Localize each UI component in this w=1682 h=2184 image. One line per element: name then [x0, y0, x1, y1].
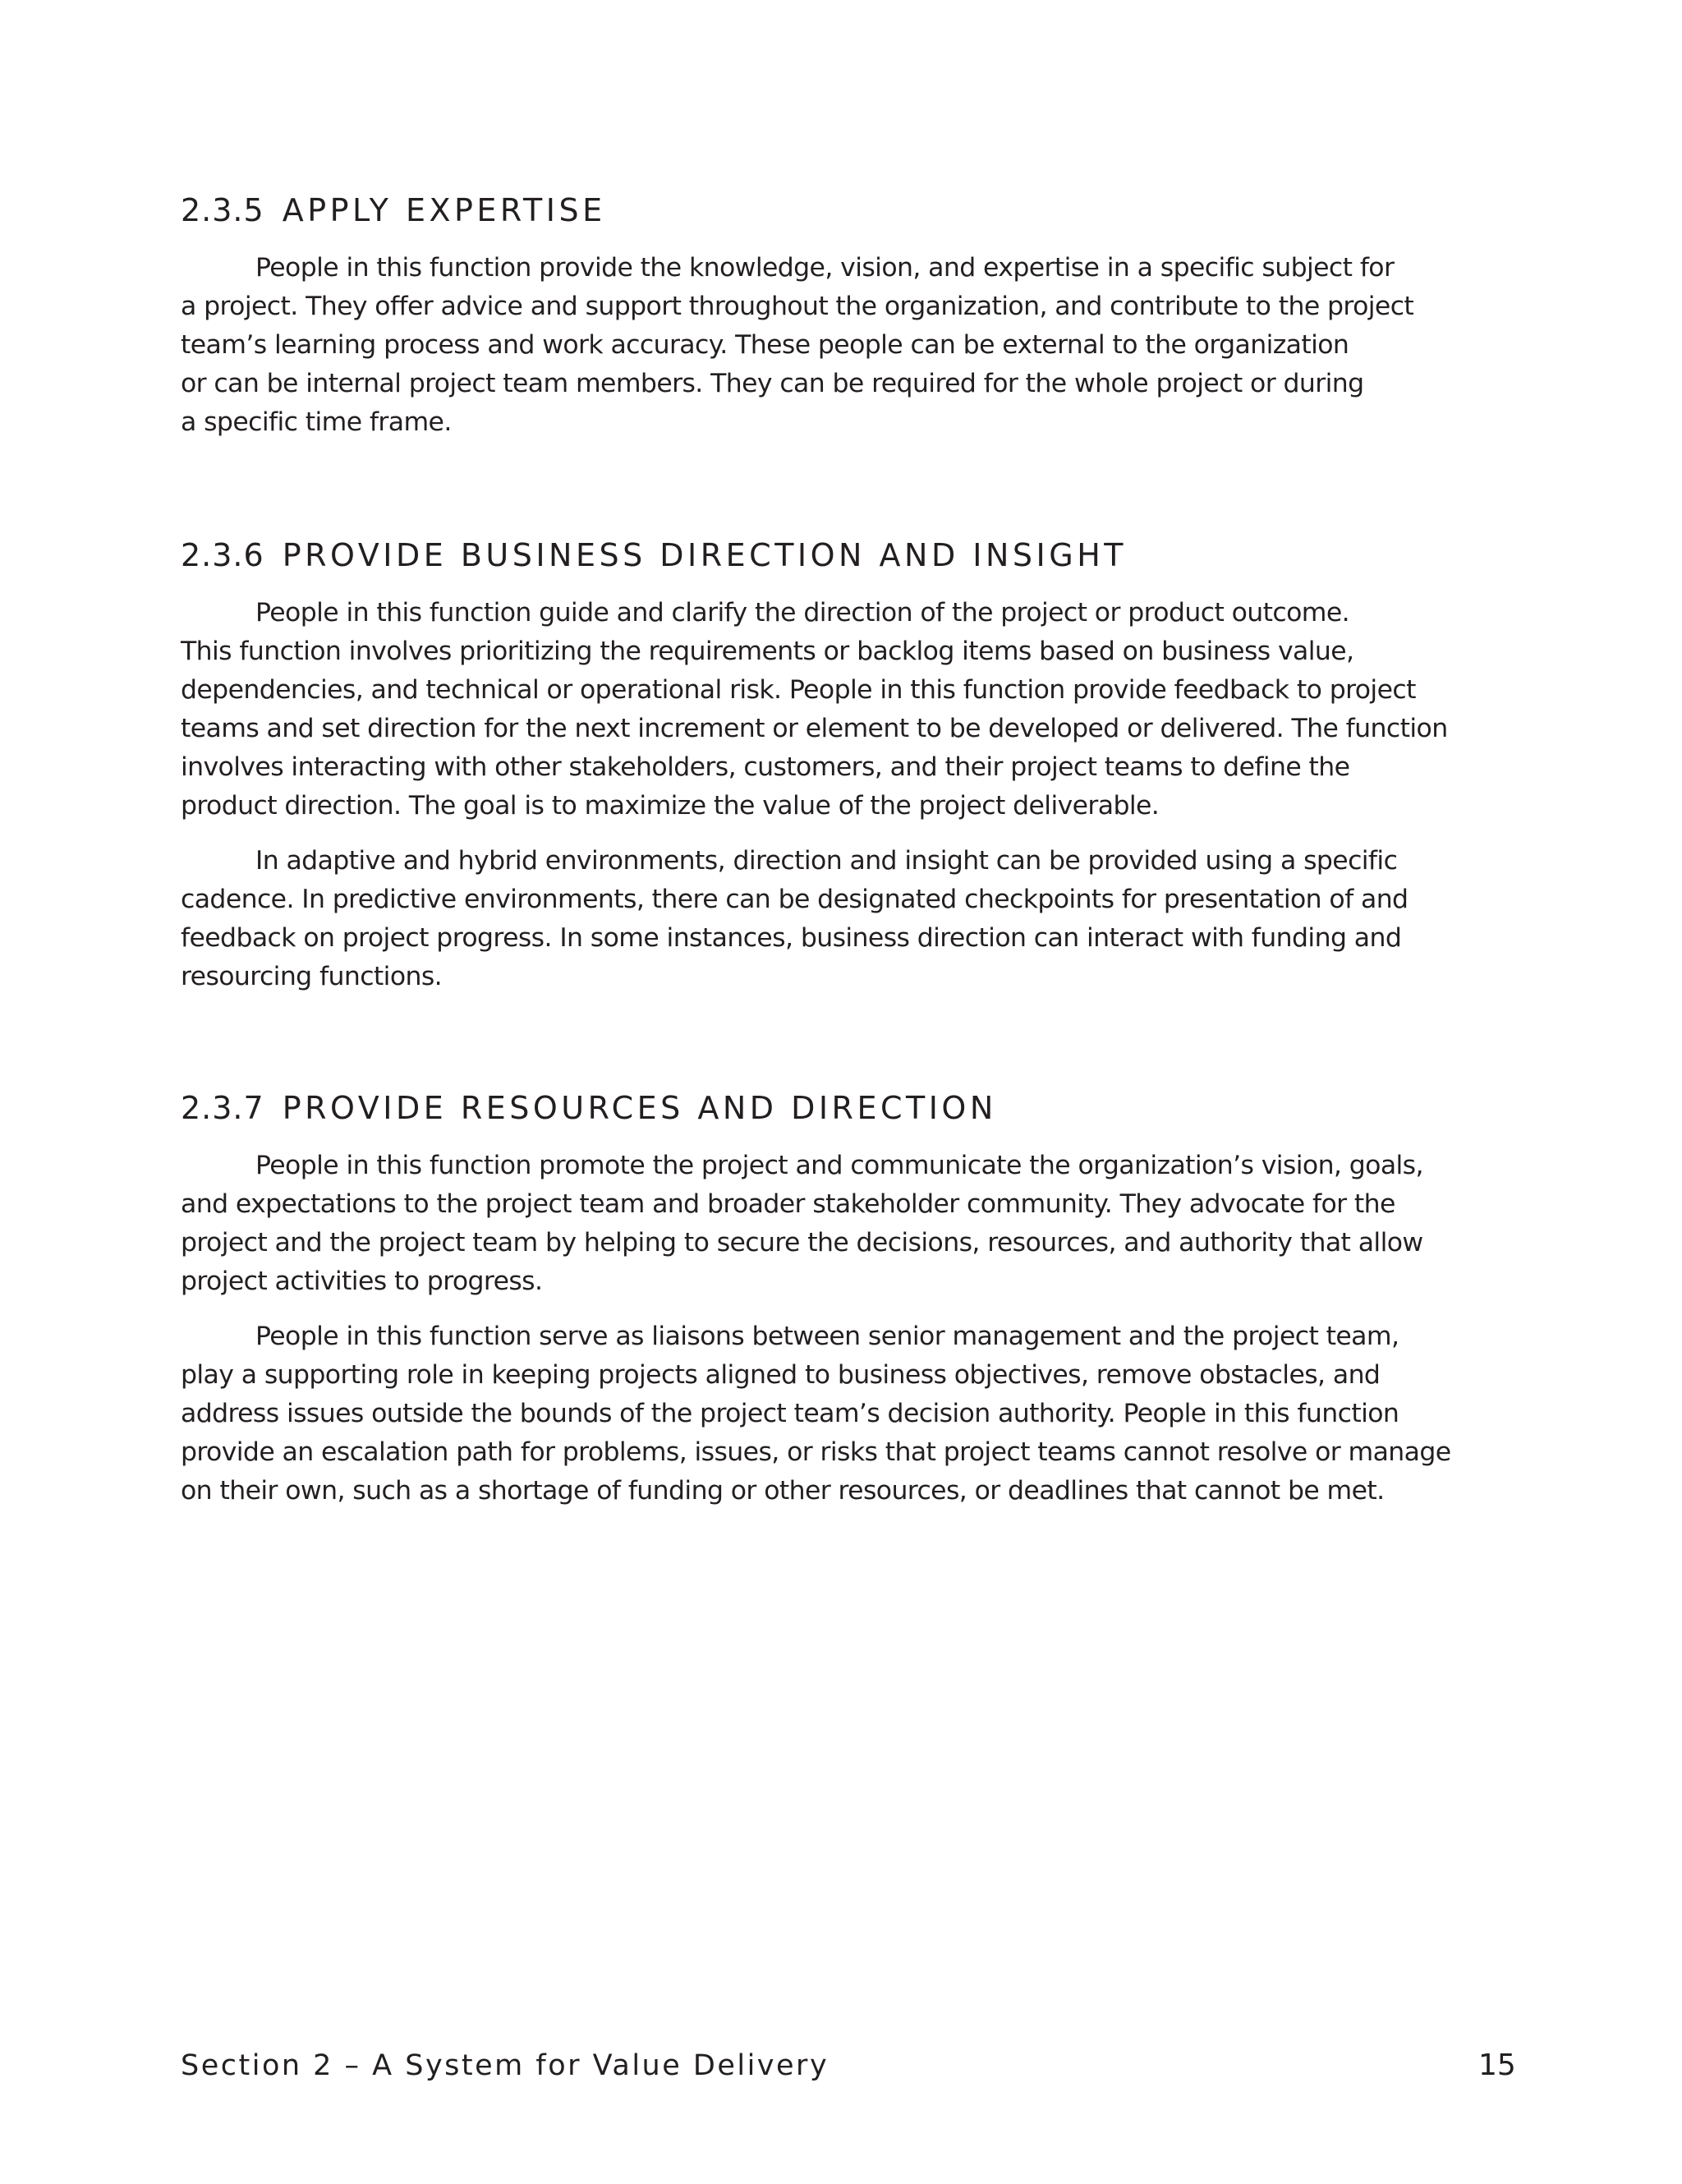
paragraph-line: teams and set direction for the next increment or element to be developed or delivered. The function: [181, 714, 1448, 743]
paragraph-line: or can be internal project team members. They can be required for the whole project or during: [181, 369, 1364, 398]
paragraph-line: feedback on project progress. In some instances, business direction can interact with funding and: [181, 923, 1402, 953]
section-heading: [181, 536, 1503, 574]
section-title: APPLY EXPERTISE: [282, 192, 606, 228]
paragraph-line: a project. They offer advice and support throughout the organization, and contribute to the project: [181, 292, 1414, 321]
section-number: 2.3.7: [181, 1090, 264, 1126]
paragraph-line: team’s learning process and work accuracy. These people can be external to the organization: [181, 330, 1349, 360]
paragraph-line: involves interacting with other stakeholders, customers, and their project teams to define the: [181, 752, 1350, 782]
section-2-3-5: [181, 191, 1503, 442]
paragraph: [181, 594, 1503, 825]
paragraph-line: cadence. In predictive environments, there can be designated checkpoints for presentation of and: [181, 885, 1409, 914]
section-heading: [181, 1089, 1503, 1127]
paragraph-line: resourcing functions.: [181, 962, 443, 991]
paragraph: [181, 1317, 1503, 1510]
paragraph: [181, 1147, 1503, 1301]
paragraph-line: People in this function promote the project and communicate the organization’s vision, goals,: [255, 1151, 1423, 1180]
section-heading: [181, 191, 1503, 229]
paragraph: [181, 249, 1503, 442]
section-title: PROVIDE BUSINESS DIRECTION AND INSIGHT: [282, 537, 1127, 573]
section-title: PROVIDE RESOURCES AND DIRECTION: [282, 1090, 997, 1126]
paragraph-line: product direction. The goal is to maximize the value of the project deliverable.: [181, 791, 1160, 821]
footer-section-label: Section 2 – A System for Value Delivery: [181, 2049, 830, 2082]
paragraph-line: People in this function serve as liaisons between senior management and the project team,: [255, 1322, 1399, 1351]
paragraph-line: and expectations to the project team and broader stakeholder community. They advocate for the: [181, 1189, 1395, 1219]
paragraph-line: project and the project team by helping to secure the decisions, resources, and authority that allow: [181, 1228, 1423, 1258]
paragraph-line: People in this function provide the knowledge, vision, and expertise in a specific subject for: [255, 253, 1395, 283]
paragraph-line: dependencies, and technical or operational risk. People in this function provide feedback to project: [181, 675, 1416, 705]
section-2-3-7: [181, 1089, 1503, 1510]
paragraph-line: project activities to progress.: [181, 1267, 543, 1296]
paragraph-line: This function involves prioritizing the requirements or backlog items based on business value,: [181, 637, 1354, 666]
paragraph-line: play a supporting role in keeping projects aligned to business objectives, remove obstacles, and: [181, 1360, 1381, 1390]
page-number: 15: [1478, 2048, 1516, 2082]
section-number: 2.3.5: [181, 192, 264, 228]
paragraph-line: on their own, such as a shortage of funding or other resources, or deadlines that cannot be met.: [181, 1476, 1385, 1506]
section-2-3-6: [181, 536, 1503, 996]
section-number: 2.3.6: [181, 537, 264, 573]
paragraph: [181, 842, 1503, 996]
paragraph-line: In adaptive and hybrid environments, direction and insight can be provided using a specific: [255, 846, 1398, 876]
paragraph-line: People in this function guide and clarify the direction of the project or product outcome.: [255, 598, 1350, 628]
paragraph-line: provide an escalation path for problems, issues, or risks that project teams cannot resolve or manage: [181, 1437, 1451, 1467]
paragraph-line: a specific time frame.: [181, 407, 452, 437]
paragraph-line: address issues outside the bounds of the project team’s decision authority. People in this function: [181, 1399, 1399, 1428]
